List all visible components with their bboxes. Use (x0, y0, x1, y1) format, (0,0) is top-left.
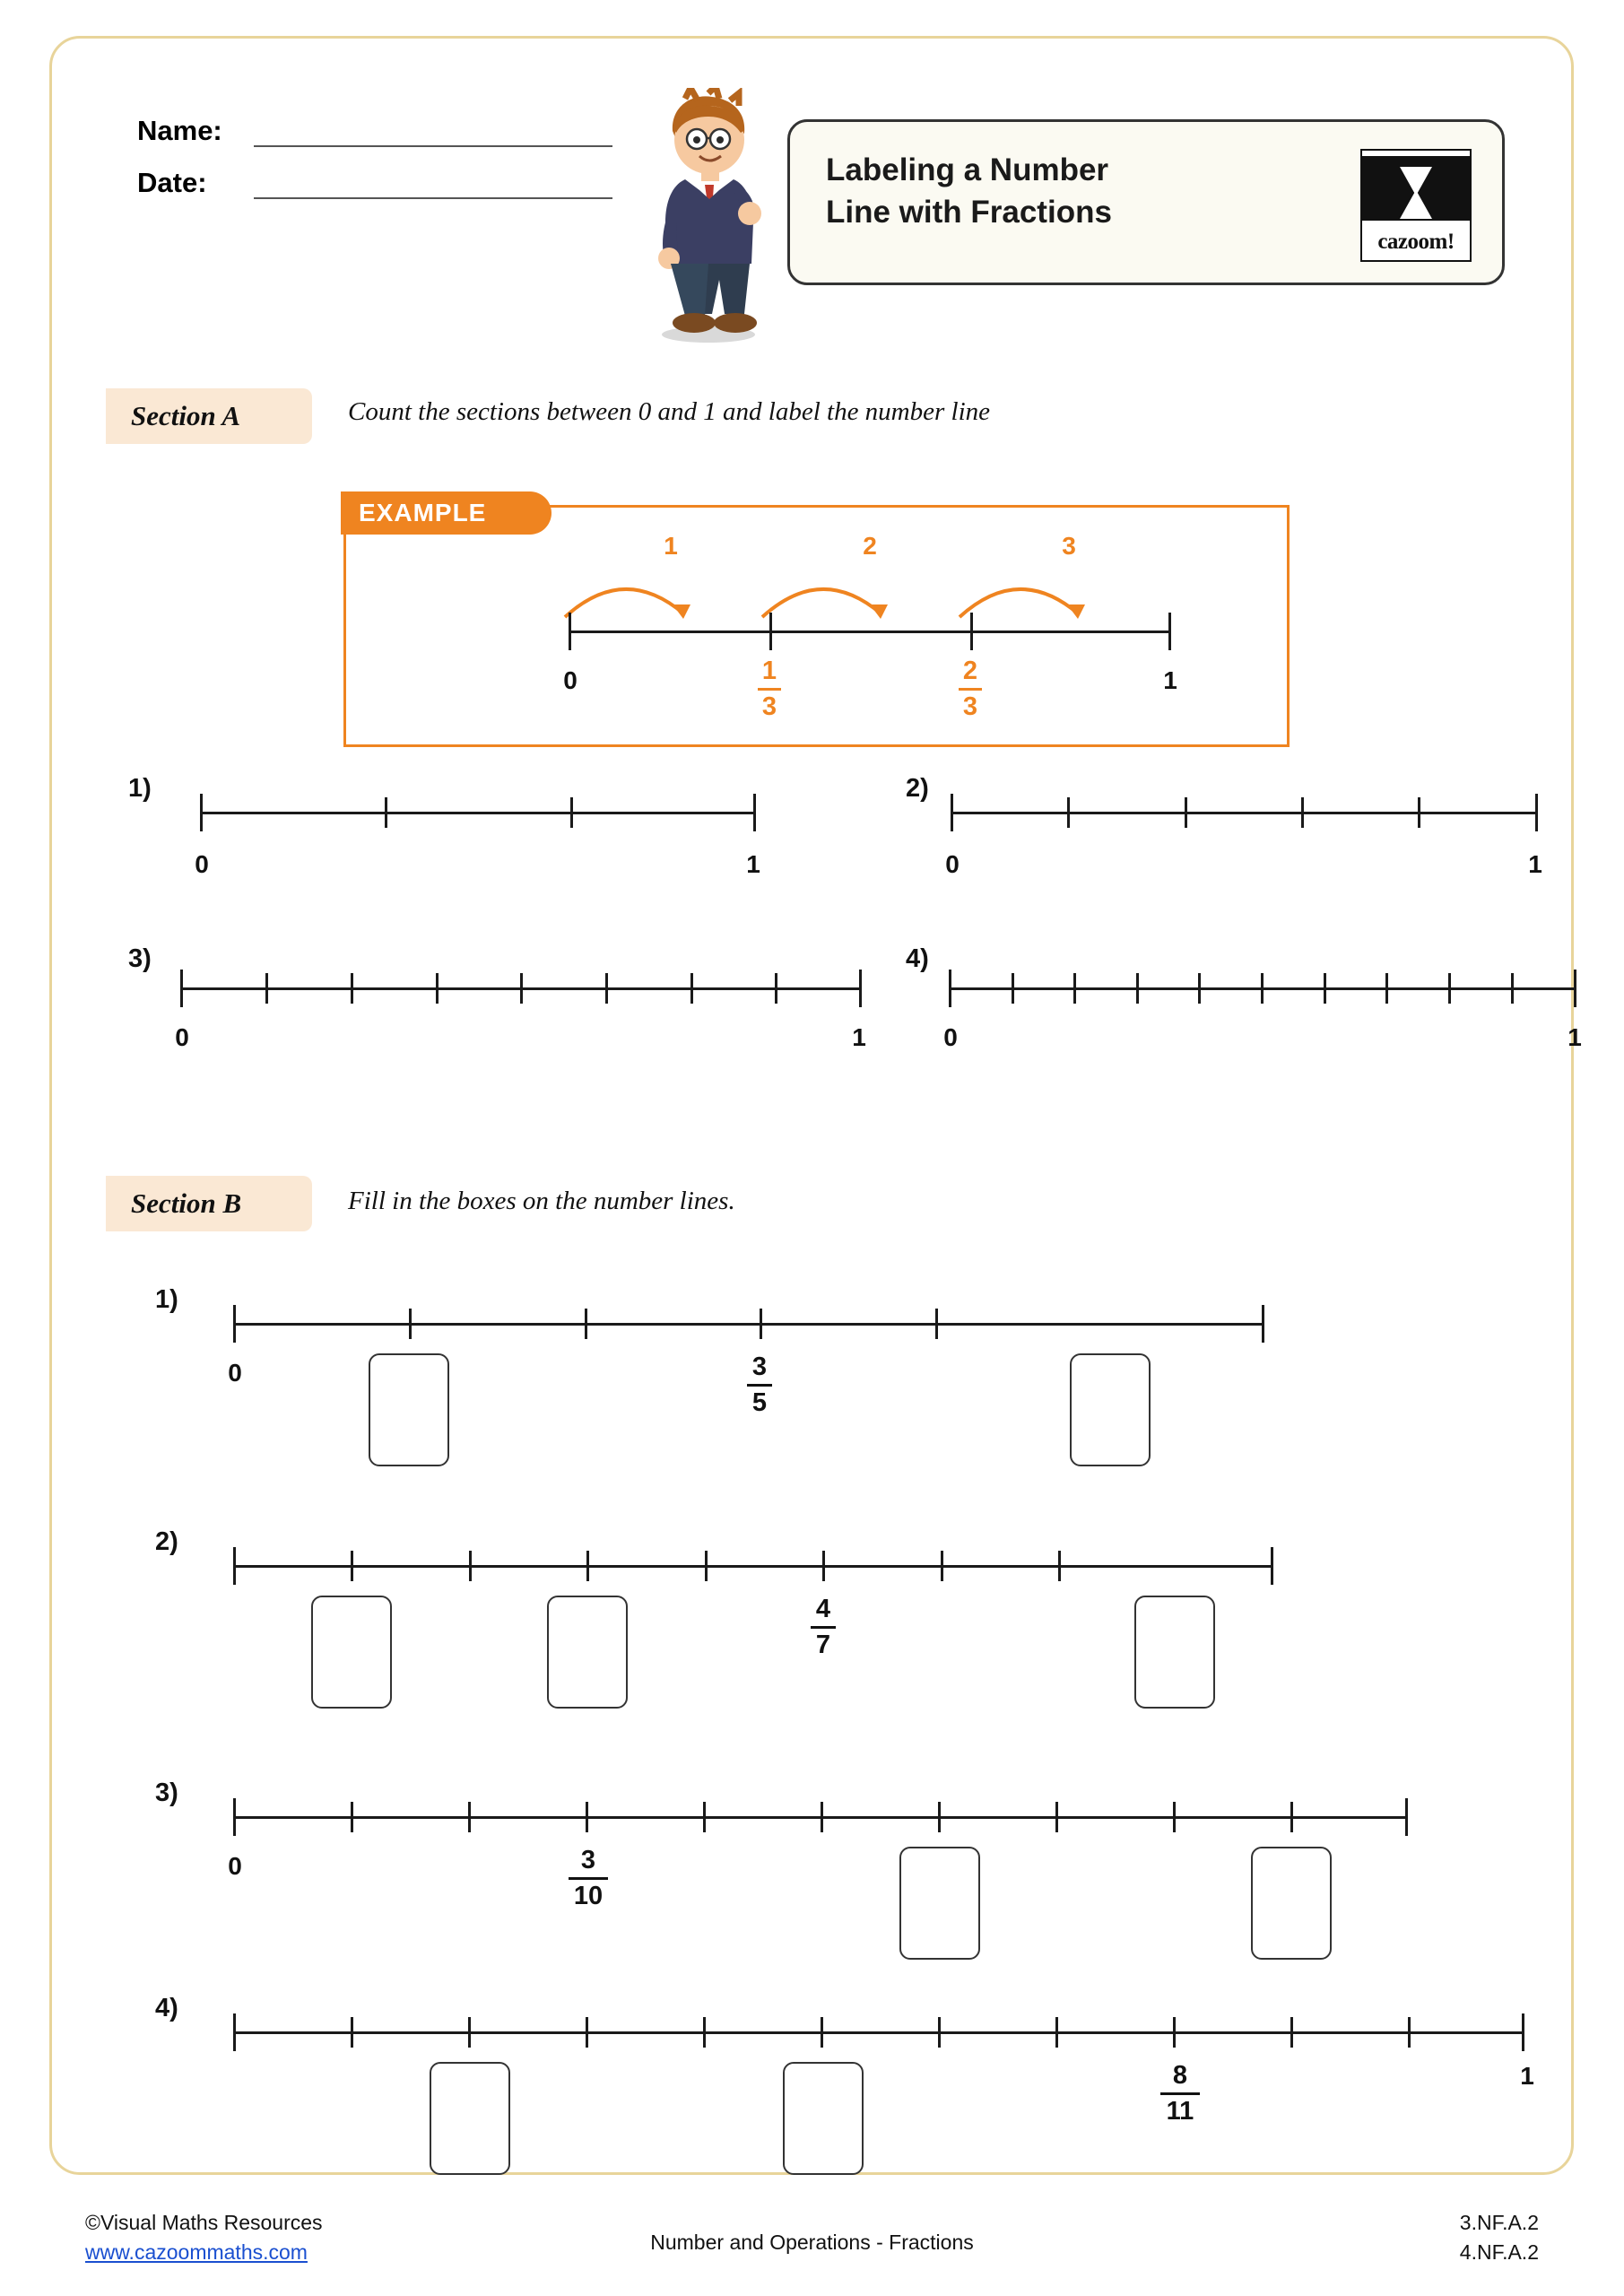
page-title-line2: Line with Fractions (826, 195, 1112, 230)
section-b-q4-given-fraction (1160, 2062, 1200, 2126)
section-b-q1-given-denominator: 5 (751, 1388, 768, 1418)
footer-standard-2: 4.NF.A.2 (1459, 2240, 1539, 2265)
section-a-q3-number: 3) (128, 944, 152, 973)
section-b-q2-answer-box-3[interactable] (1134, 1596, 1215, 1709)
worksheet-page (49, 36, 1582, 2175)
section-b-q3-start-label: 0 (228, 1852, 242, 1880)
section-a-q3-end-label: 1 (852, 1023, 866, 1051)
section-b-q1-answer-box-1[interactable] (369, 1353, 449, 1466)
name-field-row (137, 115, 675, 147)
cazoom-logo (1360, 149, 1472, 262)
section-b-q4-given-denominator: 11 (1166, 2097, 1194, 2126)
section-b-q4-number: 4) (155, 1994, 178, 2022)
section-a-q3-start-label: 0 (175, 1023, 189, 1051)
student-info-block (137, 115, 675, 219)
section-a-q4-number: 4) (906, 944, 929, 973)
date-field-row (137, 167, 675, 199)
example-arc-label-3: 3 (1062, 532, 1076, 560)
section-b-q1-given-numerator: 3 (751, 1352, 768, 1381)
student-mascot-illustration (626, 88, 787, 348)
section-a-q1-start-label: 0 (195, 850, 209, 878)
section-b-q4-answer-box-2[interactable] (783, 2062, 864, 2175)
section-b-q2-answer-box-2[interactable] (547, 1596, 628, 1709)
section-a-q4-end-label: 1 (1568, 1023, 1582, 1051)
footer-website-link[interactable]: www.cazoommaths.com (85, 2240, 308, 2265)
section-a-q4-start-label: 0 (943, 1023, 958, 1051)
section-b-q1-number: 1) (155, 1285, 178, 1314)
footer-topic: Number and Operations - Fractions (650, 2231, 974, 2254)
example-start-label: 0 (563, 666, 578, 694)
section-b-q1-start-label: 0 (228, 1359, 242, 1387)
example-end-label: 1 (1163, 666, 1177, 694)
footer-standards (1460, 2208, 1539, 2268)
section-b-q2-number: 2) (155, 1527, 178, 1556)
name-input-line[interactable] (254, 118, 612, 147)
section-b-instruction: Fill in the boxes on the number lines. (348, 1187, 735, 1215)
section-b-q3-number: 3) (155, 1779, 178, 1807)
section-b-q1-answer-box-2[interactable] (1070, 1353, 1151, 1466)
hourglass-icon (1362, 156, 1470, 221)
section-a-q2-number: 2) (906, 774, 929, 803)
example-arc-label-1: 1 (664, 532, 678, 560)
example-fraction-2 (959, 657, 982, 722)
date-label: Date: (137, 167, 207, 198)
section-b-q3-given-denominator: 10 (573, 1882, 604, 1911)
section-b-q1-given-fraction (747, 1353, 772, 1418)
example-fraction-2-numerator: 2 (962, 657, 978, 685)
section-b-q2-given-numerator: 4 (815, 1595, 831, 1623)
section-a-q2-start-label: 0 (945, 850, 960, 878)
section-b-q4-given-numerator: 8 (1172, 2061, 1188, 2090)
worksheet-title-box (787, 119, 1505, 285)
section-a-tag: Section A (106, 388, 312, 444)
example-fraction-1-denominator: 3 (761, 692, 777, 722)
section-b-q2-answer-box-1[interactable] (311, 1596, 392, 1709)
section-b-q3-answer-box-1[interactable] (899, 1847, 980, 1960)
section-a-q1-end-label: 1 (746, 850, 760, 878)
footer-standard-1: 3.NF.A.2 (1459, 2211, 1539, 2234)
section-a-q2-end-label: 1 (1528, 850, 1542, 878)
section-b-q4-end-label: 1 (1520, 2062, 1534, 2090)
section-b-q3-given-numerator: 3 (580, 1846, 596, 1874)
section-b-q3-answer-box-2[interactable] (1251, 1847, 1332, 1960)
example-label: EXAMPLE (341, 491, 551, 535)
section-b-q2-given-denominator: 7 (815, 1631, 831, 1660)
section-a-instruction: Count the sections between 0 and 1 and label the number line (348, 397, 991, 426)
example-fraction-1-numerator: 1 (761, 657, 777, 685)
name-label: Name: (137, 115, 222, 146)
logo-wordmark: cazoom! (1377, 230, 1455, 254)
date-input-line[interactable] (254, 170, 612, 199)
footer-copyright: ©Visual Maths Resources (85, 2211, 323, 2234)
section-b-q4-answer-box-1[interactable] (430, 2062, 510, 2175)
example-fraction-2-denominator: 3 (962, 692, 978, 722)
section-a-q1-number: 1) (128, 774, 152, 803)
page-title (826, 149, 1292, 234)
example-fraction-1 (758, 657, 781, 722)
example-arrows (554, 536, 1200, 653)
section-b-q2-given-fraction (811, 1596, 836, 1660)
example-arc-label-2: 2 (863, 532, 877, 560)
section-b-q3-given-fraction (569, 1847, 608, 1911)
section-b-tag: Section B (106, 1176, 312, 1231)
page-title-line1: Labeling a Number (826, 152, 1109, 187)
